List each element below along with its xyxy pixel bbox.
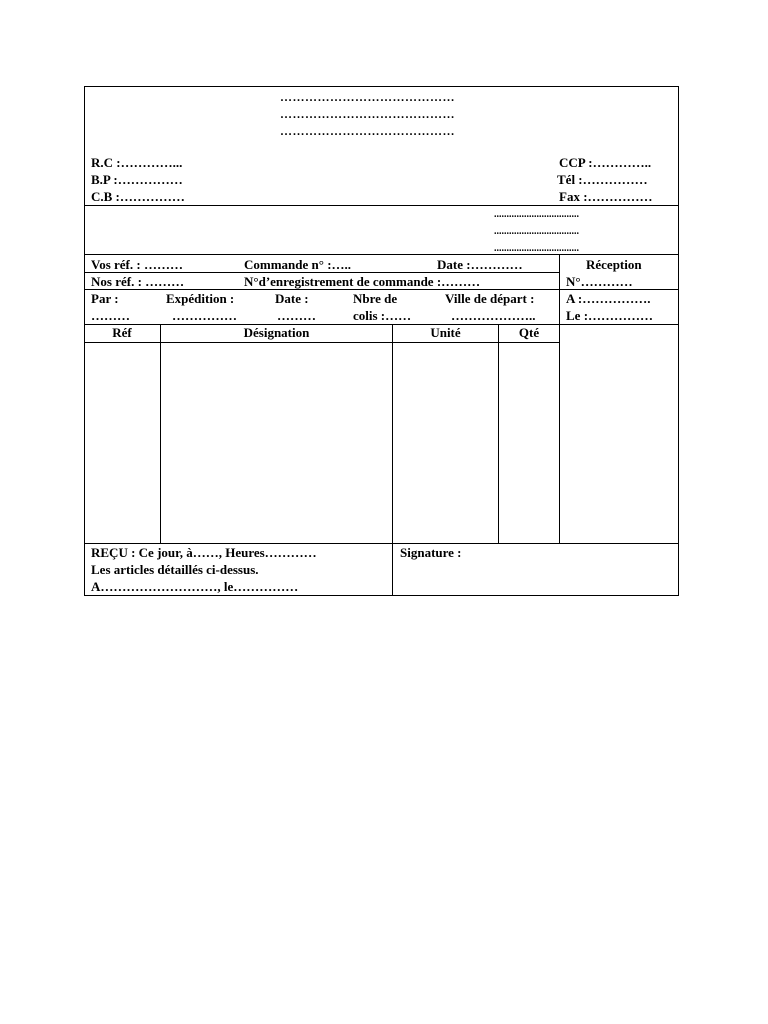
par-label: Par : xyxy=(91,291,119,306)
rc-field: R.C :…………... xyxy=(91,155,183,170)
expedition-label: Expédition : xyxy=(166,291,235,306)
delivery-form xyxy=(84,86,679,596)
border-left xyxy=(84,86,85,596)
ville-depart-value: ……………….. xyxy=(451,308,536,323)
vos-ref-field: Vos réf. : ……… xyxy=(91,257,183,272)
reception-le-field: Le :…………… xyxy=(566,308,654,323)
enregistrement-field: N°d’enregistrement de commande :……… xyxy=(244,274,481,289)
table-col-unite-divider xyxy=(498,324,499,544)
border-right xyxy=(678,86,679,596)
address-line-1: …………………………………… xyxy=(280,90,455,104)
divider-recipient xyxy=(84,254,679,255)
divider-reception-column xyxy=(559,254,560,544)
border-top xyxy=(84,86,679,87)
recipient-line-2: .................................. xyxy=(494,226,579,237)
ville-depart-label: Ville de départ : xyxy=(445,291,535,306)
table-header-ref: Réf xyxy=(112,325,132,340)
expedition-value: …………… xyxy=(172,308,237,323)
divider-header xyxy=(84,205,679,206)
recu-line-1: REÇU : Ce jour, à……, Heures………… xyxy=(91,545,317,560)
address-line-3: …………………………………… xyxy=(280,124,455,138)
signature-label: Signature : xyxy=(400,545,462,560)
recu-line-2: Les articles détaillés ci-dessus. xyxy=(91,562,259,577)
table-col-ref-divider xyxy=(160,324,161,544)
fax-field: Fax :…………… xyxy=(559,189,653,204)
cb-field: C.B :…………… xyxy=(91,189,185,204)
par-value: ……… xyxy=(91,308,130,323)
address-line-2: …………………………………… xyxy=(280,107,455,121)
ccp-field: CCP :………….. xyxy=(559,155,652,170)
table-header-unite: Unité xyxy=(430,325,461,340)
border-bottom xyxy=(84,595,679,596)
recipient-line-3: .................................. xyxy=(494,243,579,254)
nos-ref-field: Nos réf. : ……… xyxy=(91,274,185,289)
reception-title: Réception xyxy=(586,257,642,272)
table-header-designation: Désignation xyxy=(243,325,310,340)
recipient-line-1: .................................. xyxy=(494,209,579,220)
date-field: Date :………… xyxy=(437,257,523,272)
reception-no-field: N°………… xyxy=(566,274,633,289)
ship-date-label: Date : xyxy=(275,291,309,306)
commande-no-field: Commande n° :….. xyxy=(244,257,352,272)
table-col-designation-divider xyxy=(392,324,393,596)
colis-label-line1: Nbre de xyxy=(353,291,398,306)
divider-footer xyxy=(84,543,679,544)
tel-field: Tél :…………… xyxy=(557,172,648,187)
reception-a-field: A :……………. xyxy=(566,291,651,306)
ship-date-value: ……… xyxy=(277,308,316,323)
table-header-qte: Qté xyxy=(518,325,540,340)
divider-table-header xyxy=(84,342,559,343)
bp-field: B.P :…………… xyxy=(91,172,183,187)
colis-label-line2: colis :…… xyxy=(353,308,412,323)
recu-line-3: A………………………, le…………… xyxy=(91,579,299,594)
